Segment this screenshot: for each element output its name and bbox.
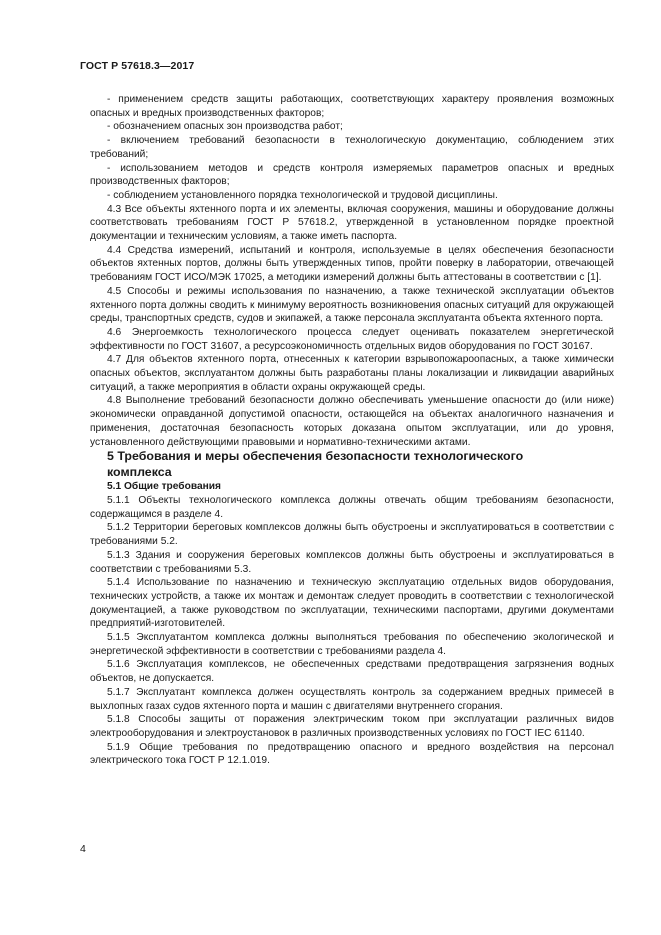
clause-4-6: 4.6 Энергоемкость технологического процесса следует оценивать показателем энергетической эффективности по ГОСТ 31607, а ресурсоэкономичность отдельных видов оборудования по ГОСТ 30167.	[90, 326, 614, 352]
list-item: - включением требований безопасности в технологическую документацию, соблюдением этих требований;	[90, 135, 614, 160]
clause-5-1-5: 5.1.5 Эксплуатантом комплекса должны выполняться требования по обеспечению экологической и энергетической эффективности в соответствии с требованиями раздела 4.	[90, 632, 614, 657]
clause-4-7: 4.7 Для объектов яхтенного порта, отнесенных к категории взрывопожароопасных, а также химически опасных объектов, эксплуатантом должны быть разработаны планы локализации и ликвидации аварийных ситуаций, а также мероприятия в области охраны окружающей среды.	[90, 354, 614, 393]
page-number: 4	[80, 843, 86, 855]
list-item: - обозначением опасных зон производства работ;	[107, 121, 343, 133]
clause-4-3: 4.3 Все объекты яхтенного порта и их элементы, включая сооружения, машины и оборудование должны соответствовать требованиям ГОСТ Р 57618.2, утвержденной в установленном порядке проектной документации и техническим условиям, а также иметь паспорта.	[90, 203, 614, 243]
list-item: - соблюдением установленного порядка технологической и трудовой дисциплины.	[107, 189, 498, 201]
section-title: 5 Требования и меры обеспечения безопасности технологического комплекса	[107, 449, 524, 479]
clause-5-1-8: 5.1.8 Способы защиты от поражения электрическим током при эксплуатации различных видов электрооборудования и электроустановок в различных производственных условиях по ГОСТ IEC 61140.	[90, 714, 614, 739]
clause-5-1-2: 5.1.2 Территории береговых комплексов должны быть обустроены и эксплуатироваться в соответствии с требованиями 5.2.	[90, 522, 614, 548]
clause-5-1-9: 5.1.9 Общие требования по предотвращению опасного и вредного воздействия на персонал электрического тока ГОСТ Р 12.1.019.	[90, 741, 614, 767]
clause-5-1-6: 5.1.6 Эксплуатация комплексов, не обеспеченных средствами предотвращения загрязнения водных объектов, не допускается.	[90, 659, 614, 685]
clause-5-1-7: 5.1.7 Эксплуатант комплекса должен осуществлять контроль за содержанием вредных примесей в выхлопных газах судов яхтенного порта и машин с двигателями внутреннего сгорания.	[90, 686, 614, 712]
clause-5-1-3: 5.1.3 Здания и сооружения береговых комплексов должны быть обустроены и эксплуатироваться в соответствии с требованиями 5.3.	[90, 549, 614, 575]
clause-4-4: 4.4 Средства измерений, испытаний и контроля, используемые в целях обеспечения безопасности объектов яхтенных портов, должны быть утвержденных типов, пройти поверку в лаборатории, отвечающей требованиям ГОСТ ИСО/МЭК 17025, а методики измерений должны быть аттестованы в соответствии с [1].	[90, 244, 614, 284]
list-item: - использованием методов и средств контроля измеряемых параметров опасных и вредных производственных факторов;	[90, 162, 614, 188]
list-item: - применением средств защиты работающих, соответствующих характеру проявления возможных опасных и вредных производственных факторов;	[90, 94, 614, 119]
clause-5-1-1: 5.1.1 Объекты технологического комплекса должны отвечать общим требованиям безопасности, содержащимся в разделе 4.	[90, 494, 614, 520]
clause-4-5: 4.5 Способы и режимы использования по назначению, а также технической эксплуатации объектов яхтенного порта должны сводить к минимуму вероятность возникновения опасных ситуаций для окружающей среды, транспортных средств, судов и экипажей, а также персонала эксплуатанта объекта яхтенного порта.	[90, 285, 614, 325]
clause-4-8: 4.8 Выполнение требований безопасности должно обеспечивать уменьшение опасности до (или ниже) экономически оправданной допустимой опасности, остающейся на объектах аналогичного назначения и применения, достаточная безопасность которых доказана опытом эксплуатации, или до уровня, установленного действующими правовыми и нормативно-техническими актами.	[90, 395, 614, 448]
document-header: ГОСТ Р 57618.3—2017	[80, 60, 195, 72]
clause-5-1-4: 5.1.4 Использование по назначению и техническую эксплуатацию отдельных видов оборудования, технических устройств, а также их монтаж и демонтаж следует проводить в соответствии с технологической документацией, а также руководством по эксплуатации, техническими паспортами, другими документами предприятий-изготовителей.	[90, 577, 614, 630]
subsection-title: 5.1 Общие требования	[107, 481, 221, 493]
document-body	[90, 93, 614, 768]
